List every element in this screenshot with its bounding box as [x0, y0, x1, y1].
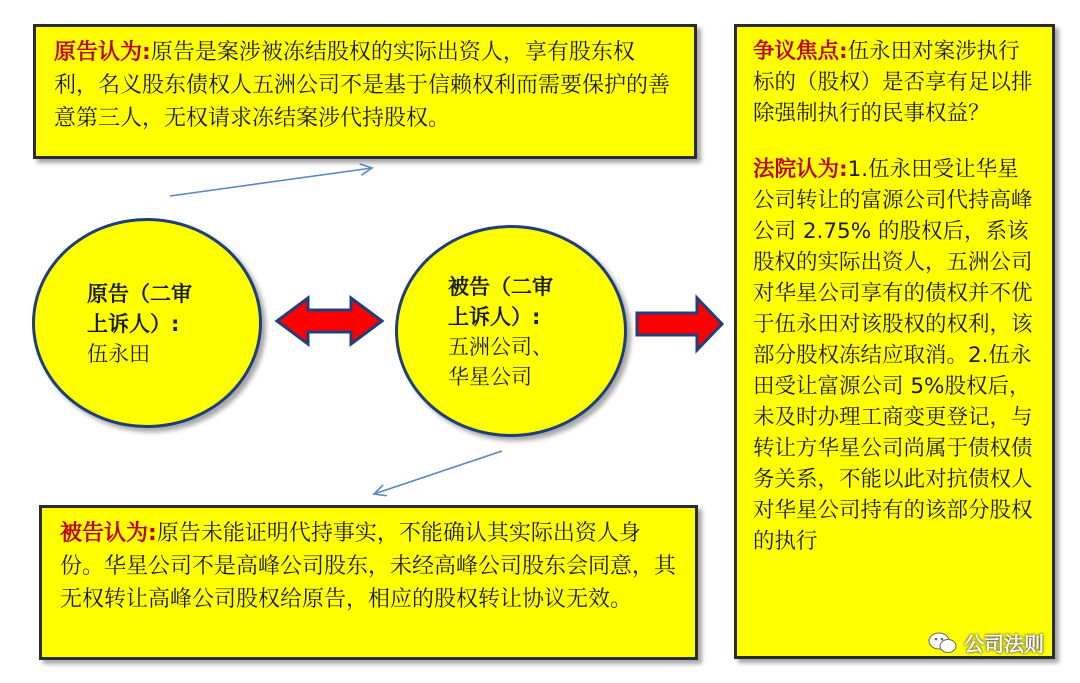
watermark — [928, 628, 1044, 657]
watermark-text: 公司法则 — [964, 632, 1044, 656]
court-opinion-panel — [734, 24, 1055, 659]
court-opinion-label: 法院认为: — [753, 157, 848, 182]
defendant-name-line1: 五洲公司、 — [448, 335, 553, 359]
connector-defendant-to-claim — [374, 451, 502, 494]
dispute-focus-text: 伍永田对案涉执行标的（股权）是否享有足以排除强制执行的民事权益？ — [753, 39, 1033, 126]
defendant-title-line2: 上诉人）: — [448, 305, 541, 329]
wechat-icon — [928, 631, 958, 655]
plaintiff-claim-box — [33, 24, 697, 159]
connector-plaintiff-to-claim — [170, 168, 372, 196]
plaintiff-title-line2: 上诉人）: — [87, 312, 180, 336]
dispute-focus-label: 争议焦点: — [753, 39, 848, 64]
defendant-claim-label: 被告认为: — [60, 521, 157, 546]
right-arrow-icon — [637, 298, 722, 350]
plaintiff-claim-label: 原告认为: — [54, 40, 151, 65]
plaintiff-title-line1: 原告（二审 — [87, 282, 192, 306]
dispute-focus — [753, 36, 1036, 129]
defendant-name-line2: 华星公司 — [448, 365, 532, 389]
plaintiff-name: 伍永田 — [87, 342, 150, 366]
defendant-title-line1: 被告（二审 — [448, 275, 553, 299]
defendant-claim-box — [39, 505, 698, 660]
defendant-circle — [395, 225, 627, 437]
defendant-claim-text: 原告未能证明代持事实，不能确认其实际出资人身份。华星公司不是高峰公司股东，未经高峰公司股东会同意，其无权转让高峰公司股权给原告，相应的股权转让协议无效。 — [60, 521, 677, 612]
double-arrow-icon — [277, 298, 382, 344]
court-opinion — [753, 154, 1036, 557]
court-opinion-text: 1.伍永田受让华星公司转让的富源公司代持高峰公司 2.75% 的股权后，系该股权的实际出资人，五洲公司对华星公司享有的债权并不优于伍永田对该股权的权利，该部分股权冻结应取消。2.伍永田受让富源公司 5%股权后，未及时办理工商变更登记，与转让方华星公司尚属于债权债务关系，不能以此对抗债权人对华星公司持有的该部分股权的执行 — [753, 157, 1033, 554]
plaintiff-circle — [32, 218, 262, 428]
plaintiff-claim-text: 原告是案涉被冻结股权的实际出资人，享有股东权利，名义股东债权人五洲公司不是基于信赖权利而需要保护的善意第三人，无权请求冻结案涉代持股权。 — [54, 40, 671, 131]
